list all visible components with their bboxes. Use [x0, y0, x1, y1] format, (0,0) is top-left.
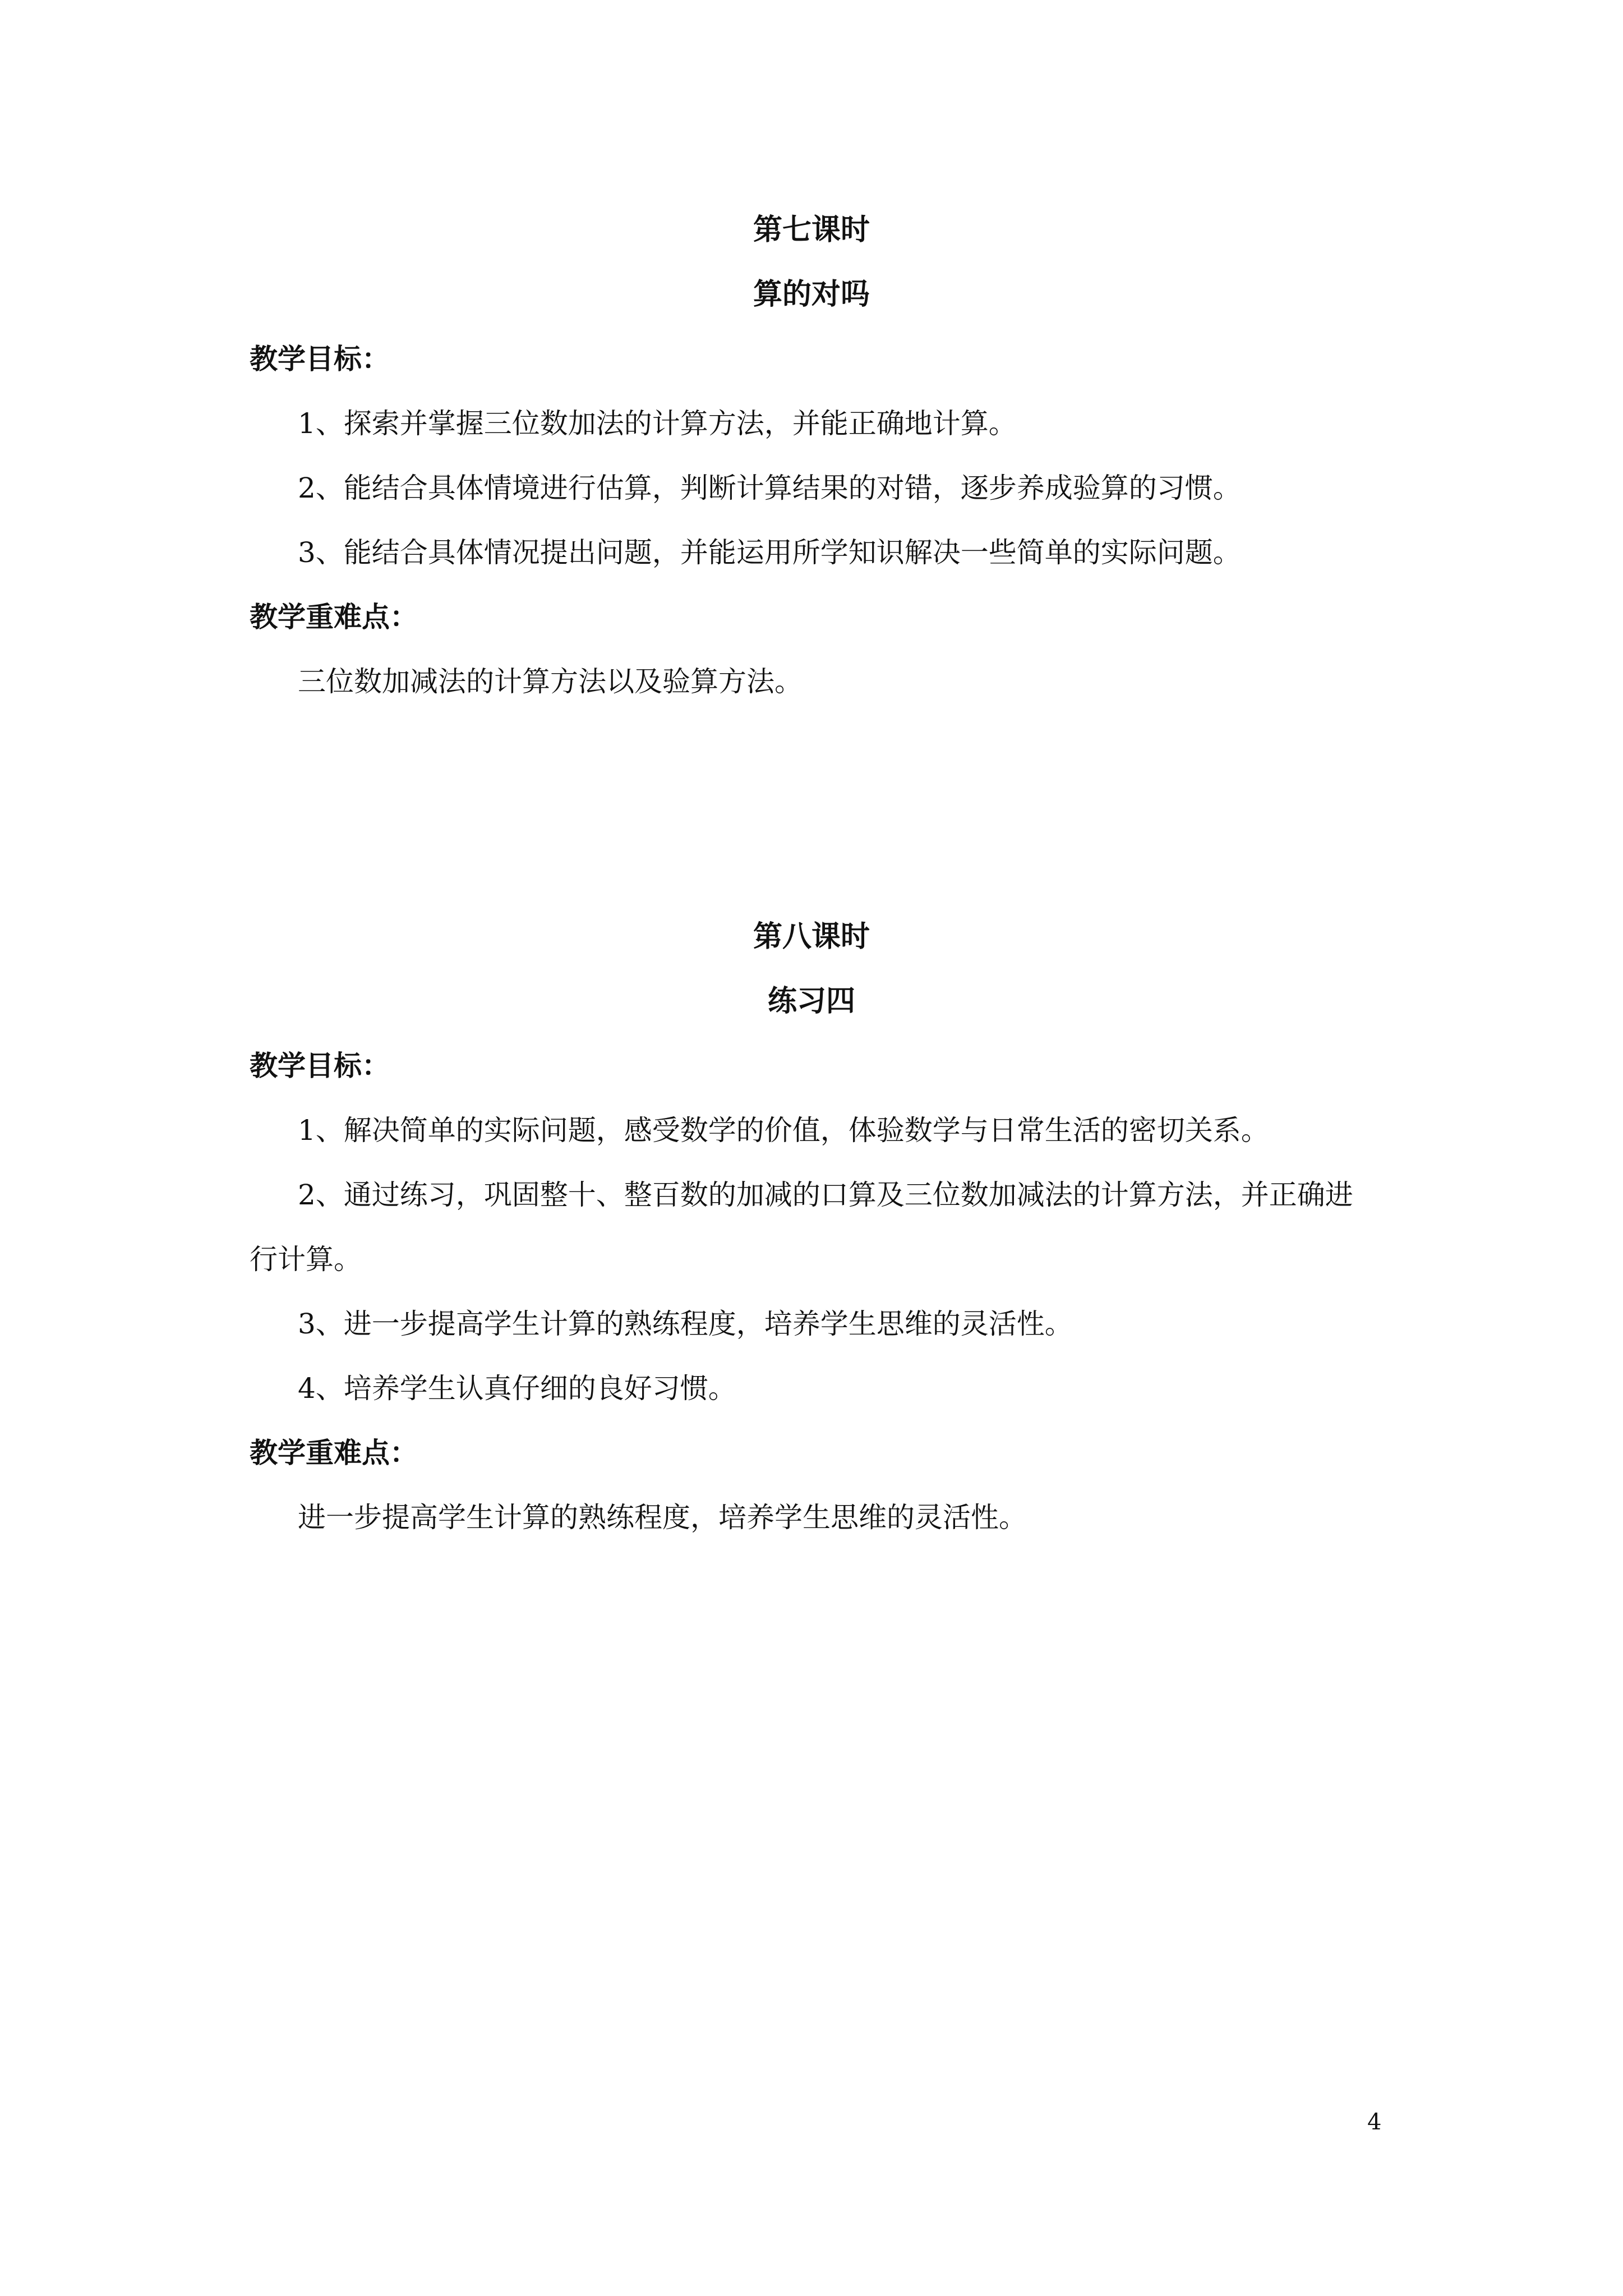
objective-item: 3、能结合具体情况提出问题，并能运用所学知识解决一些简单的实际问题。: [298, 536, 1241, 569]
keypoints-heading: 教学重难点：: [250, 1436, 418, 1469]
lesson-subtitle: 算的对吗: [753, 277, 870, 311]
objectives-heading: 教学目标：: [250, 1049, 390, 1082]
objective-item: 2、通过练习，巩固整十、整百数的加减的口算及三位数加减法的计算方法，并正确进: [298, 1179, 1353, 1211]
objective-item-continued: 行计算。: [250, 1243, 362, 1276]
keypoints-text: 进一步提高学生计算的熟练程度，培养学生思维的灵活性。: [298, 1501, 1027, 1534]
objective-item: 2、能结合具体情境进行估算，判断计算结果的对错，逐步养成验算的习惯。: [298, 472, 1241, 504]
objectives-heading: 教学目标：: [250, 342, 390, 375]
objective-item: 1、探索并掌握三位数加法的计算方法，并能正确地计算。: [298, 407, 1017, 440]
objective-item: 1、解决简单的实际问题，感受数学的价值，体验数学与日常生活的密切关系。: [298, 1114, 1269, 1147]
lesson-subtitle: 练习四: [767, 984, 855, 1018]
page-number: 4: [1367, 2109, 1382, 2135]
lesson-title: 第七课时: [753, 213, 870, 247]
keypoints-heading: 教学重难点：: [250, 600, 418, 633]
lesson-title: 第八课时: [753, 919, 870, 954]
objective-item: 3、进一步提高学生计算的熟练程度，培养学生思维的灵活性。: [298, 1308, 1073, 1340]
keypoints-text: 三位数加减法的计算方法以及验算方法。: [298, 665, 803, 698]
objective-item: 4、培养学生认真仔细的良好习惯。: [298, 1372, 736, 1405]
